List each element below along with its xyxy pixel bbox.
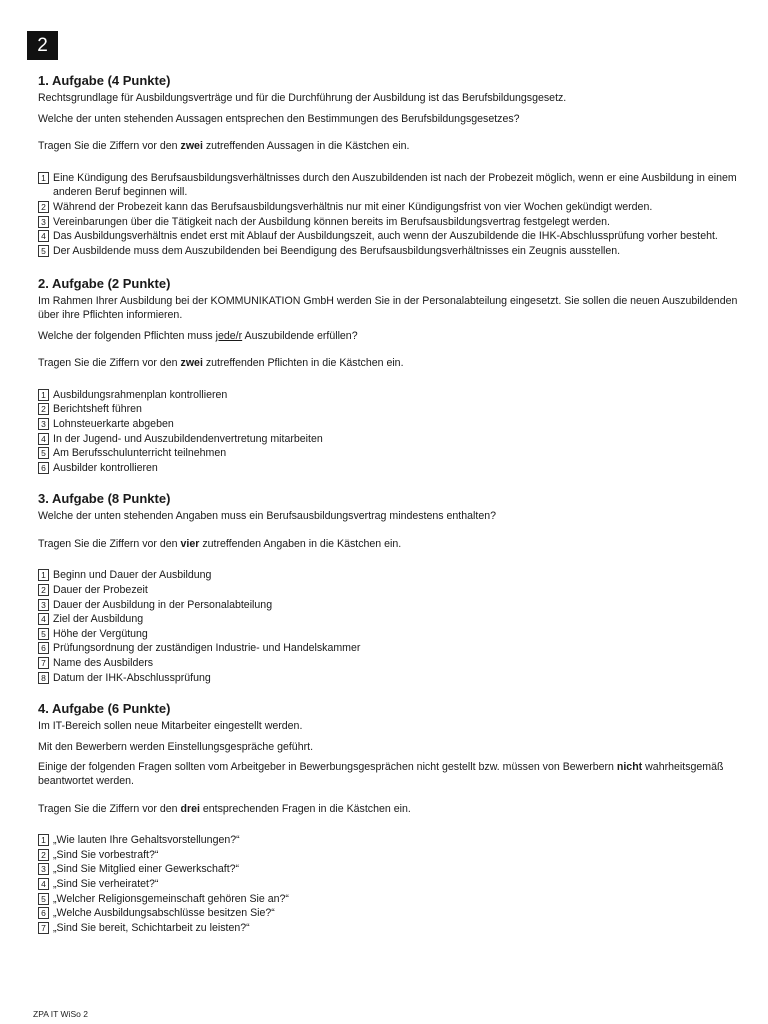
option-number-box: 4 (38, 613, 49, 625)
option-number-box: 5 (38, 628, 49, 640)
option-item (38, 215, 750, 230)
option-number-box: 1 (38, 569, 49, 581)
option-item (38, 171, 750, 200)
option-item (38, 627, 750, 642)
option-text: Das Ausbildungsverhältnis endet erst mit Ablauf der Ausbildungszeit, auch wenn der Auszubildende die IHK-Abschlussprüfung vorher besteht. (53, 230, 718, 243)
option-item (38, 446, 750, 461)
instruction-bold: drei (180, 802, 200, 815)
option-number-box: 6 (38, 462, 49, 474)
instruction-text: entsprechenden Fragen in die Kästchen ein. (199, 802, 411, 815)
exam-content (38, 73, 750, 950)
task-question: Welche der unten stehenden Angaben muss ein Berufsausbildungsvertrag mindestens enthalten? (38, 510, 496, 523)
task-4 (38, 701, 750, 935)
task-question: Welche der unten stehenden Aussagen entsprechen den Bestimmungen des Berufsbildungsgesetzes? (38, 112, 520, 125)
option-text: Vereinbarungen über die Tätigkeit nach der Ausbildung können bereits im Berufsausbildungsvertrag festgelegt werden. (53, 215, 610, 228)
option-list (38, 568, 750, 685)
option-number-box: 6 (38, 642, 49, 654)
option-list (38, 171, 750, 259)
option-item (38, 612, 750, 627)
option-item (38, 200, 750, 215)
option-text: Eine Kündigung des Berufsausbildungsverhältnisses durch den Auszubildenden ist nach der Probezeit möglich, wenn er eine Ausbildung in einem anderen Beruf beginnen will. (53, 171, 737, 199)
option-number-box: 1 (38, 389, 49, 401)
option-item (38, 244, 750, 259)
option-number-box: 7 (38, 922, 49, 934)
option-number-box: 5 (38, 447, 49, 459)
option-text: „Welcher Religionsgemeinschaft gehören Sie an?“ (53, 892, 289, 905)
option-text: „Sind Sie vorbestraft?“ (53, 848, 159, 861)
option-number-box: 4 (38, 433, 49, 445)
option-number-box: 3 (38, 599, 49, 611)
option-number-box: 2 (38, 403, 49, 415)
task-title: 2. Aufgabe (2 Punkte) (38, 276, 171, 292)
option-text: „Sind Sie bereit, Schichtarbeit zu leisten?“ (53, 921, 250, 934)
option-text: Am Berufsschulunterricht teilnehmen (53, 447, 227, 460)
option-item (38, 461, 750, 476)
task-question (38, 330, 750, 344)
option-text: Berichtsheft führen (53, 403, 142, 416)
option-item (38, 641, 750, 656)
option-item (38, 862, 750, 877)
option-item (38, 568, 750, 583)
instruction-text: zutreffenden Pflichten in die Kästchen ein. (202, 357, 404, 370)
option-number-box: 5 (38, 245, 49, 257)
question-underlined: jede/r (215, 329, 243, 342)
instruction-text: Tragen Sie die Ziffern vor den (38, 357, 181, 370)
option-item (38, 583, 750, 598)
option-text: „Wie lauten Ihre Gehaltsvorstellungen?“ (53, 834, 240, 847)
task-instruction (38, 538, 750, 552)
option-text: „Sind Sie Mitglied einer Gewerkschaft?“ (53, 863, 240, 876)
option-text: „Welche Ausbildungsabschlüsse besitzen Sie?“ (53, 907, 275, 920)
task-paragraph: Im Rahmen Ihrer Ausbildung bei der KOMMUNIKATION GmbH werden Sie in der Personalabteilung eingesetzt. Sie sollen die neuen Auszubildenden über ihre Pflichten informieren. (38, 295, 738, 321)
task-paragraph: Mit den Bewerbern werden Einstellungsgespräche geführt. (38, 740, 314, 753)
option-number-box: 3 (38, 418, 49, 430)
option-item (38, 402, 750, 417)
option-item (38, 417, 750, 432)
task-instruction (38, 357, 750, 371)
instruction-bold: zwei (180, 140, 203, 153)
paragraph-text: Einige der folgenden Fragen sollten vom Arbeitgeber in Bewerbungsgesprächen nicht gestellt bzw. müssen von Bewerbern (38, 761, 617, 774)
option-text: Ziel der Ausbildung (53, 613, 144, 626)
task-3 (38, 491, 750, 685)
instruction-text: zutreffenden Aussagen in die Kästchen ein. (202, 140, 410, 153)
option-number-box: 5 (38, 893, 49, 905)
task-paragraph (38, 761, 750, 788)
option-number-box: 3 (38, 216, 49, 228)
option-text: Lohnsteuerkarte abgeben (53, 417, 174, 430)
task-paragraph: Rechtsgrundlage für Ausbildungsverträge und für die Durchführung der Ausbildung ist das Berufsbildungsgesetz. (38, 92, 567, 104)
question-text: Auszubildende erfüllen? (242, 329, 358, 342)
option-item (38, 432, 750, 447)
task-1 (38, 73, 750, 258)
instruction-text: Tragen Sie die Ziffern vor den (38, 537, 181, 550)
option-item (38, 877, 750, 892)
option-text: Der Ausbildende muss dem Auszubildenden bei Beendigung des Berufsausbildungsverhältnisses ein Zeugnis ausstellen. (53, 244, 621, 257)
task-2 (38, 276, 750, 475)
option-number-box: 6 (38, 907, 49, 919)
option-number-box: 2 (38, 849, 49, 861)
instruction-text: Tragen Sie die Ziffern vor den (38, 802, 181, 815)
option-number-box: 3 (38, 863, 49, 875)
option-item (38, 388, 750, 403)
option-number-box: 1 (38, 834, 49, 846)
option-number-box: 1 (38, 172, 49, 184)
option-text: Ausbildungsrahmenplan kontrollieren (53, 388, 228, 401)
option-list (38, 388, 750, 476)
option-number-box: 7 (38, 657, 49, 669)
option-text: Datum der IHK-Abschlussprüfung (53, 671, 211, 684)
option-number-box: 2 (38, 201, 49, 213)
task-instruction (38, 140, 750, 154)
task-title: 3. Aufgabe (8 Punkte) (38, 491, 171, 507)
option-text: Beginn und Dauer der Ausbildung (53, 569, 212, 582)
task-title: 4. Aufgabe (6 Punkte) (38, 701, 171, 717)
option-text: Während der Probezeit kann das Berufsausbildungsverhältnis nur mit einer Kündigungsfrist von vier Wochen gekündigt werden. (53, 200, 653, 213)
option-number-box: 8 (38, 672, 49, 684)
task-title: 1. Aufgabe (4 Punkte) (38, 73, 171, 88)
page-footer: ZPA IT WiSo 2 (33, 1009, 88, 1019)
instruction-text: zutreffenden Angaben in die Kästchen ein. (199, 537, 402, 550)
option-item (38, 906, 750, 921)
option-text: Dauer der Probezeit (53, 584, 148, 597)
option-text: Höhe der Vergütung (53, 627, 148, 640)
option-text: Prüfungsordnung der zuständigen Industrie- und Handelskammer (53, 642, 361, 655)
option-text: In der Jugend- und Auszubildendenvertretung mitarbeiten (53, 432, 323, 445)
task-paragraph: Im IT-Bereich sollen neue Mitarbeiter eingestellt werden. (38, 720, 303, 733)
option-item (38, 848, 750, 863)
option-text: Ausbilder kontrollieren (53, 461, 158, 474)
task-instruction (38, 803, 750, 817)
question-text: Welche der folgenden Pflichten muss (38, 329, 216, 342)
option-item (38, 833, 750, 848)
instruction-bold: zwei (180, 357, 203, 370)
option-number-box: 4 (38, 878, 49, 890)
option-text: „Sind Sie verheiratet?“ (53, 877, 159, 890)
option-item (38, 656, 750, 671)
option-item (38, 598, 750, 613)
option-list (38, 833, 750, 935)
instruction-text: Tragen Sie die Ziffern vor den (38, 140, 181, 153)
option-item (38, 921, 750, 936)
option-item (38, 229, 750, 244)
option-number-box: 2 (38, 584, 49, 596)
option-text: Dauer der Ausbildung in der Personalabteilung (53, 598, 273, 611)
option-item (38, 892, 750, 907)
option-text: Name des Ausbilders (53, 657, 154, 670)
paragraph-text: wahrheitsgemäß beantwortet werden. (38, 761, 724, 787)
page-number-badge: 2 (27, 31, 58, 60)
option-item (38, 671, 750, 686)
paragraph-bold: nicht (616, 761, 643, 774)
instruction-bold: vier (180, 537, 200, 550)
option-number-box: 4 (38, 230, 49, 242)
